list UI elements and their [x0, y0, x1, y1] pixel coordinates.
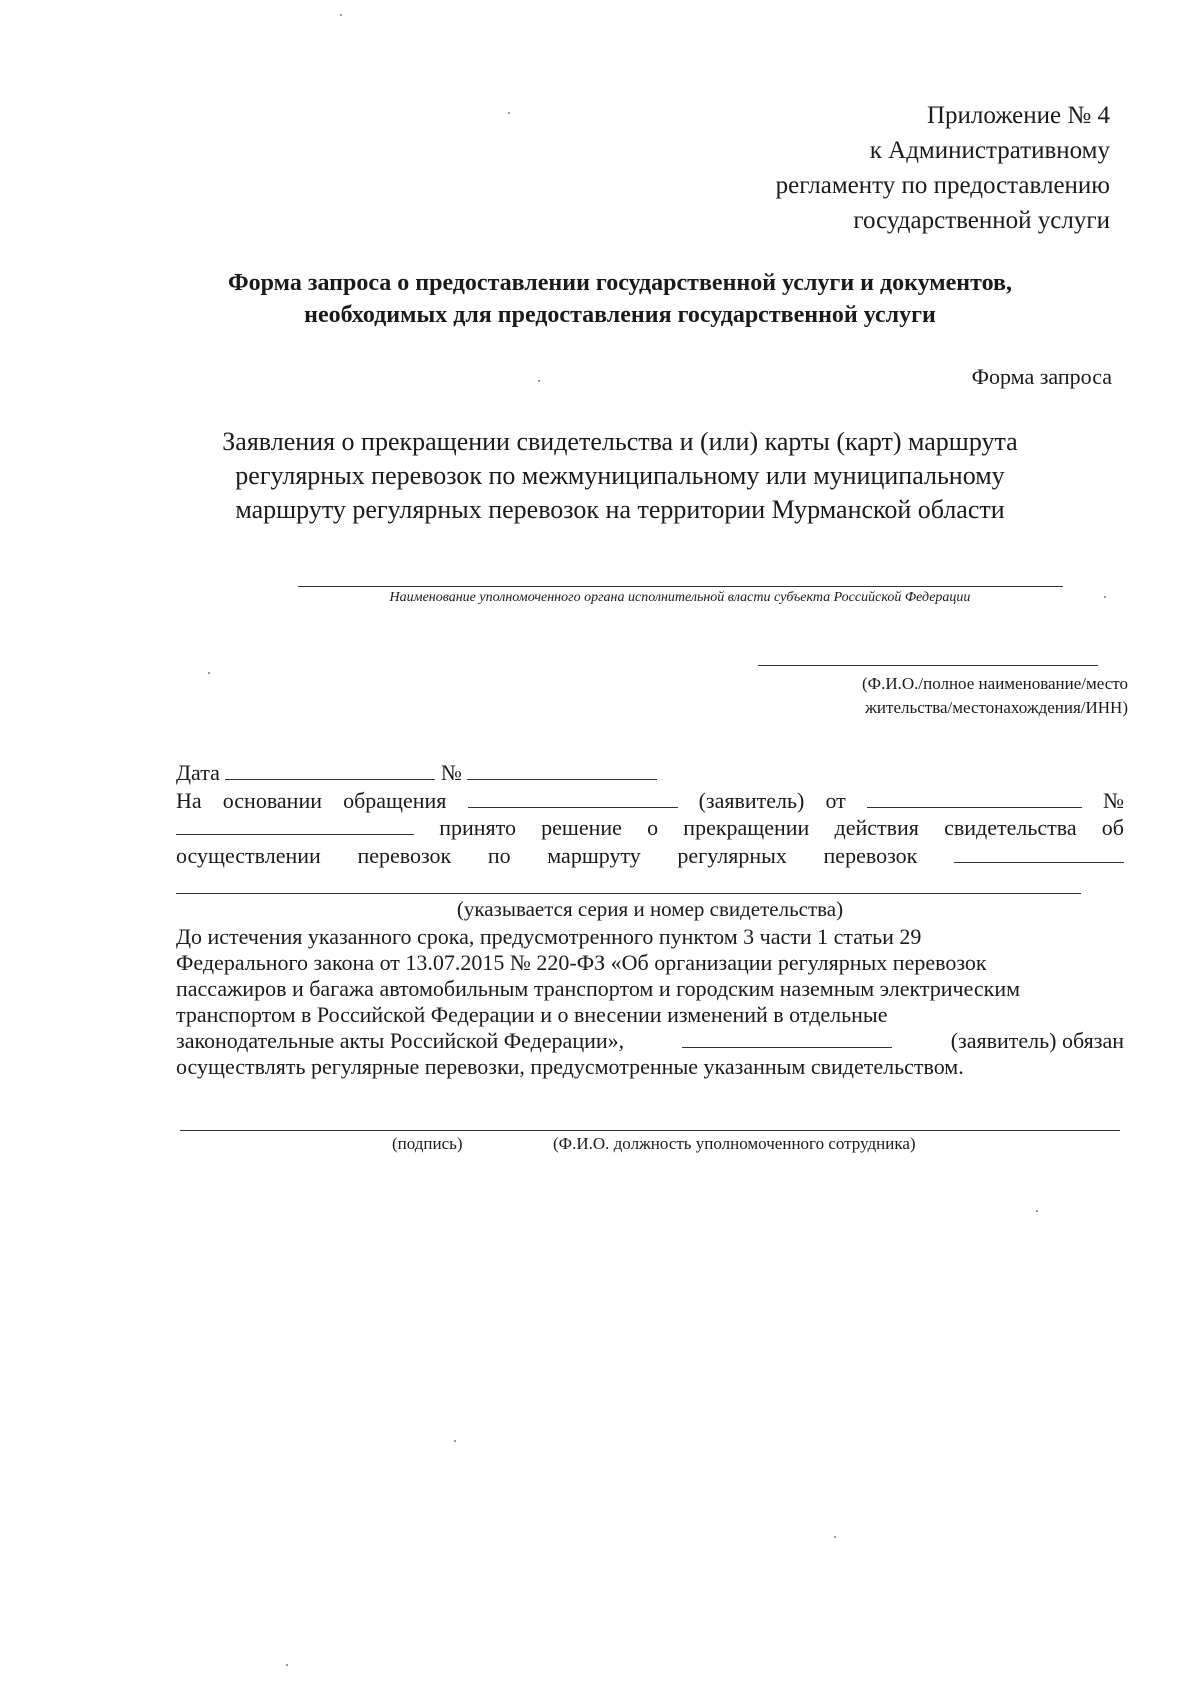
law-line-5-start: законодательные акты Российской Федерации», — [176, 1028, 625, 1053]
applicant-name-line[interactable] — [758, 665, 1098, 666]
scan-speck — [834, 1536, 836, 1538]
basis-row — [176, 788, 1124, 814]
date-number-sign: № — [440, 760, 462, 785]
law-line-4: транспортом в Российской Федерации и о внесении изменений в отдельные — [176, 1002, 888, 1027]
law-line-5 — [176, 1028, 1124, 1054]
appeal-number-sign: № — [1102, 788, 1124, 813]
statement-title-line-3: маршруту регулярных перевозок на территории Мурманской области — [235, 495, 1005, 524]
date-number-field[interactable] — [467, 761, 657, 780]
basis-word-1: На — [176, 788, 202, 813]
form-title-line-1: Форма запроса о предоставлении государственной услуги и документов, — [228, 270, 1012, 296]
date-label: Дата — [176, 760, 220, 785]
appeal-number-field[interactable] — [176, 816, 414, 835]
applicant-caption — [768, 672, 1128, 720]
statement-title — [160, 425, 1080, 527]
appendix-header — [590, 98, 1110, 238]
law-line-2: Федерального закона от 13.07.2015 № 220-ФЗ «Об организации регулярных перевозок — [176, 950, 987, 975]
impl-word-1: осуществлении — [176, 843, 321, 868]
decision-word-6: свидетельства — [944, 815, 1077, 840]
appeal-date-field[interactable] — [867, 789, 1082, 808]
official-caption: (Ф.И.О. должность уполномоченного сотрудника) — [553, 1134, 916, 1153]
scan-speck — [208, 672, 210, 674]
impl-word-3: по — [487, 843, 511, 868]
applicant-caption-line-2: жительства/местонахождения/ИНН) — [865, 698, 1128, 717]
statement-title-line-2: регулярных перевозок по межмуниципальному или муниципальному — [235, 461, 1005, 490]
signature-line[interactable] — [180, 1130, 1120, 1131]
impl-word-5: регулярных — [677, 843, 787, 868]
signature-caption: (подпись) — [392, 1134, 463, 1153]
decision-word-4: прекращении — [683, 815, 810, 840]
route-field[interactable] — [954, 844, 1124, 863]
date-field[interactable] — [225, 761, 435, 780]
law-line-1: До истечения указанного срока, предусмотренного пунктом 3 части 1 статьи 29 — [176, 924, 922, 949]
basis-word-2: основании — [222, 788, 323, 813]
appendix-line-4: государственной услуги — [853, 207, 1110, 234]
date-row — [176, 760, 657, 786]
decision-word-3: о — [647, 815, 659, 840]
applicant-obligation-field[interactable] — [682, 1029, 892, 1048]
decision-word-1: принято — [439, 815, 516, 840]
appendix-line-2: к Административному — [869, 137, 1110, 164]
implementation-row — [176, 843, 1124, 869]
form-title — [160, 267, 1080, 331]
law-line-3: пассажиров и багажа автомобильным транспортом и городским наземным электрическим — [176, 976, 1021, 1001]
scan-speck — [340, 14, 342, 16]
certificate-line[interactable] — [176, 893, 1081, 894]
appeal-field[interactable] — [468, 789, 678, 808]
applicant-caption-line-1: (Ф.И.О./полное наименование/место — [861, 674, 1128, 693]
certificate-caption: (указывается серия и номер свидетельства) — [456, 897, 844, 921]
form-label: Форма запроса — [971, 364, 1112, 389]
appendix-line-3: регламенту по предоставлению — [775, 172, 1110, 199]
scan-speck — [454, 1440, 456, 1442]
law-line-5-end: (заявитель) обязан — [950, 1028, 1124, 1053]
scan-speck — [1104, 596, 1106, 598]
applicant-paren: (заявитель) — [698, 788, 805, 813]
scan-speck — [538, 380, 540, 382]
appendix-line-1: Приложение № 4 — [926, 102, 1110, 129]
decision-word-7: об — [1101, 815, 1124, 840]
authority-name-line[interactable] — [298, 586, 1063, 587]
basis-word-3: обращения — [343, 788, 447, 813]
scan-speck — [286, 1664, 288, 1666]
authority-caption: Наименование уполномоченного органа исполнительной власти субъекта Российской Федерации — [389, 590, 971, 605]
statement-title-line-1: Заявления о прекращении свидетельства и (или) карты (карт) маршрута — [222, 427, 1018, 456]
scan-speck — [508, 112, 510, 114]
decision-word-5: действия — [834, 815, 919, 840]
from-label: от — [825, 788, 846, 813]
decision-row — [176, 815, 1124, 841]
law-paragraph — [176, 924, 1124, 1080]
impl-word-6: перевозок — [823, 843, 918, 868]
impl-word-2: перевозок — [357, 843, 452, 868]
impl-word-4: маршруту — [547, 843, 641, 868]
scan-speck — [1036, 1210, 1038, 1212]
decision-word-2: решение — [541, 815, 622, 840]
law-line-6: осуществлять регулярные перевозки, предусмотренные указанным свидетельством. — [176, 1054, 964, 1079]
form-title-line-2: необходимых для предоставления государственной услуги — [304, 302, 936, 328]
